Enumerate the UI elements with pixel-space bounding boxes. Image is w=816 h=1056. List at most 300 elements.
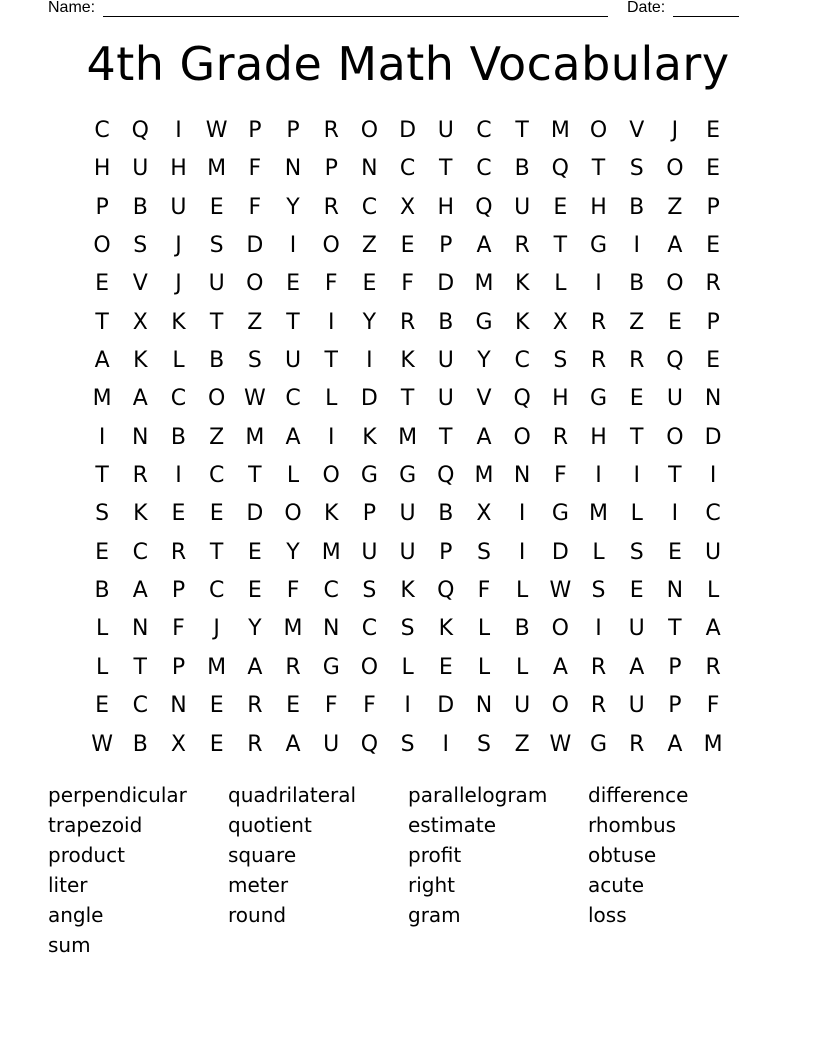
grid-letter[interactable]: R xyxy=(399,309,416,335)
grid-letter[interactable]: E xyxy=(209,693,224,719)
grid-letter[interactable]: Q xyxy=(551,156,569,182)
grid-letter[interactable]: E xyxy=(706,348,721,374)
grid-letter[interactable]: V xyxy=(132,271,148,297)
grid-letter[interactable]: I xyxy=(595,616,602,642)
grid-letter[interactable]: W xyxy=(243,386,266,412)
grid-letter[interactable]: H xyxy=(552,386,569,412)
grid-letter[interactable]: B xyxy=(629,271,645,297)
grid-letter[interactable]: S xyxy=(209,233,224,259)
grid-letter[interactable]: Q xyxy=(666,348,684,374)
grid-letter[interactable]: U xyxy=(399,501,416,527)
word-bank-item: gram xyxy=(408,903,461,927)
grid-letter[interactable]: G xyxy=(590,386,608,412)
grid-letter[interactable]: T xyxy=(209,309,224,335)
grid-letter[interactable]: U xyxy=(170,194,187,220)
grid-letter[interactable]: C xyxy=(476,118,492,143)
grid-letter[interactable]: I xyxy=(595,271,602,297)
grid-letter[interactable]: U xyxy=(666,386,683,412)
grid-letter[interactable]: I xyxy=(633,233,640,259)
grid-letter[interactable]: X xyxy=(400,194,416,220)
grid-letter[interactable]: Q xyxy=(437,578,455,604)
grid-letter[interactable]: U xyxy=(361,539,378,565)
grid-letter[interactable]: K xyxy=(133,348,148,374)
grid-letter[interactable]: F xyxy=(248,194,262,220)
grid-letter[interactable]: O xyxy=(284,501,302,527)
grid-letter[interactable]: N xyxy=(322,616,340,642)
grid-letter[interactable]: B xyxy=(438,309,454,335)
grid-letter[interactable]: U xyxy=(628,693,645,719)
grid-letter[interactable]: M xyxy=(703,731,723,757)
grid-letter[interactable]: C xyxy=(399,156,416,182)
grid-letter[interactable]: K xyxy=(400,348,415,374)
grid-letter[interactable]: Z xyxy=(247,309,263,335)
grid-letter[interactable]: M xyxy=(283,616,303,642)
grid-letter[interactable]: G xyxy=(399,463,417,489)
grid-letter[interactable]: A xyxy=(132,386,148,412)
grid-letter[interactable]: I xyxy=(595,463,602,489)
grid-letter[interactable]: P xyxy=(248,118,262,143)
grid-letter[interactable]: R xyxy=(132,463,148,489)
grid-letter[interactable]: D xyxy=(399,118,417,143)
grid-letter[interactable]: R xyxy=(285,654,301,680)
grid-letter[interactable]: C xyxy=(132,693,148,719)
grid-letter[interactable]: E xyxy=(706,118,721,143)
grid-letter[interactable]: S xyxy=(629,539,644,565)
grid-letter[interactable]: N xyxy=(170,693,187,719)
grid-letter[interactable]: M xyxy=(474,271,494,297)
grid-letter[interactable]: Z xyxy=(629,309,645,335)
grid-letter[interactable]: E xyxy=(286,271,300,297)
grid-letter[interactable]: F xyxy=(401,271,414,297)
grid-letter[interactable]: N xyxy=(475,693,493,719)
grid-letter[interactable]: U xyxy=(628,616,645,642)
grid-letter[interactable]: S xyxy=(133,233,148,259)
grid-letter[interactable]: A xyxy=(94,348,110,374)
grid-letter[interactable]: C xyxy=(361,616,378,642)
grid-letter[interactable]: F xyxy=(324,693,338,719)
grid-letter[interactable]: T xyxy=(668,616,682,642)
grid-letter[interactable]: P xyxy=(706,194,720,220)
grid-letter[interactable]: T xyxy=(591,156,606,182)
grid-letter[interactable]: G xyxy=(590,731,608,757)
grid-letter[interactable]: S xyxy=(400,616,415,642)
grid-letter[interactable]: M xyxy=(207,156,227,182)
grid-letter[interactable]: P xyxy=(706,309,720,335)
grid-row xyxy=(83,380,733,418)
grid-letter[interactable]: G xyxy=(360,463,378,489)
grid-letter[interactable]: E xyxy=(95,539,110,565)
grid-letter[interactable]: F xyxy=(363,693,376,719)
grid-letter[interactable]: K xyxy=(171,309,186,335)
grid-letter[interactable]: S xyxy=(95,501,110,527)
grid-letter[interactable]: G xyxy=(551,501,569,527)
grid-letter[interactable]: K xyxy=(362,424,377,450)
grid-letter[interactable]: T xyxy=(400,386,415,412)
grid-letter[interactable]: E xyxy=(400,233,415,259)
grid-letter[interactable]: B xyxy=(438,501,454,527)
grid-letter[interactable]: N xyxy=(284,156,302,182)
grid-letter[interactable]: T xyxy=(133,654,147,680)
grid-letter[interactable]: Z xyxy=(209,424,225,450)
grid-letter[interactable]: K xyxy=(438,616,453,642)
grid-letter[interactable]: C xyxy=(170,386,187,412)
grid-letter[interactable]: T xyxy=(248,463,262,489)
grid-letter[interactable]: E xyxy=(209,194,224,220)
grid-letter[interactable]: A xyxy=(476,233,492,259)
grid-letter[interactable]: D xyxy=(246,233,264,259)
grid-letter[interactable]: L xyxy=(592,539,605,565)
grid-letter[interactable]: E xyxy=(209,501,224,527)
grid-letter[interactable]: E xyxy=(95,271,110,297)
grid-letter[interactable]: R xyxy=(590,654,607,680)
grid-letter[interactable]: A xyxy=(476,424,492,450)
grid-letter[interactable]: U xyxy=(437,348,454,374)
grid-letter[interactable]: S xyxy=(247,348,262,374)
grid-letter[interactable]: K xyxy=(324,501,339,527)
grid-letter[interactable]: T xyxy=(439,156,453,182)
grid-letter[interactable]: Z xyxy=(514,731,530,757)
grid-letter[interactable]: P xyxy=(171,578,186,604)
grid-letter[interactable]: E xyxy=(553,194,568,220)
grid-letter[interactable]: I xyxy=(671,501,679,527)
grid-letter[interactable]: N xyxy=(361,156,378,182)
grid-letter[interactable]: C xyxy=(476,156,492,182)
grid-letter[interactable]: Q xyxy=(513,386,531,412)
grid-letter[interactable]: V xyxy=(629,118,645,143)
grid-letter[interactable]: P xyxy=(439,539,453,565)
grid-letter[interactable]: F xyxy=(477,578,491,604)
grid-letter[interactable]: O xyxy=(513,424,531,450)
word-bank-item: square xyxy=(228,843,297,867)
grid-letter[interactable]: R xyxy=(590,348,607,374)
grid-letter[interactable]: B xyxy=(132,194,148,220)
grid-letter[interactable]: Z xyxy=(361,233,377,259)
grid-letter[interactable]: E xyxy=(95,693,110,719)
grid-letter[interactable]: T xyxy=(553,233,568,259)
grid-letter[interactable]: E xyxy=(247,578,262,604)
grid-letter[interactable]: H xyxy=(590,194,607,220)
grid-letter[interactable]: O xyxy=(666,271,684,297)
grid-letter[interactable]: B xyxy=(170,424,187,450)
grid-letter[interactable]: E xyxy=(362,271,377,297)
grid-letter[interactable]: R xyxy=(323,118,339,143)
grid-letter[interactable]: N xyxy=(132,424,149,450)
grid-letter[interactable]: L xyxy=(554,271,567,297)
grid-letter[interactable]: D xyxy=(360,386,378,412)
grid-letter[interactable]: I xyxy=(327,424,335,450)
grid-letter[interactable]: U xyxy=(514,194,531,220)
grid-letter[interactable]: Q xyxy=(437,463,455,489)
grid-letter[interactable]: R xyxy=(247,731,263,757)
grid-letter[interactable]: W xyxy=(91,731,113,757)
grid-letter[interactable]: R xyxy=(705,271,721,297)
grid-letter[interactable]: U xyxy=(399,539,416,565)
grid-letter[interactable]: U xyxy=(323,731,340,757)
grid-letter[interactable]: U xyxy=(437,118,454,143)
grid-letter[interactable]: O xyxy=(93,233,111,259)
grid-letter[interactable]: M xyxy=(92,386,112,412)
grid-letter[interactable]: A xyxy=(552,654,568,680)
grid-letter[interactable]: X xyxy=(132,309,148,335)
grid-letter[interactable]: P xyxy=(439,233,453,259)
grid-letter[interactable]: J xyxy=(213,616,220,642)
grid-letter[interactable]: O xyxy=(589,118,608,143)
grid-letter[interactable]: Z xyxy=(667,194,683,220)
grid-letter[interactable]: G xyxy=(322,654,340,680)
grid-letter[interactable]: A xyxy=(285,731,301,757)
grid-letter[interactable]: T xyxy=(95,463,109,489)
grid-letter[interactable]: B xyxy=(94,578,110,604)
grid-letter[interactable]: T xyxy=(209,539,224,565)
grid-letter[interactable]: J xyxy=(175,233,182,259)
grid-letter[interactable]: C xyxy=(705,501,721,527)
grid-letter[interactable]: R xyxy=(514,233,530,259)
word-bank-item: quotient xyxy=(228,813,312,837)
grid-letter[interactable]: M xyxy=(550,118,570,143)
grid-letter[interactable]: O xyxy=(551,616,569,642)
grid-letter[interactable]: M xyxy=(398,424,418,450)
grid-letter[interactable]: T xyxy=(324,348,338,374)
grid-letter[interactable]: E xyxy=(438,654,453,680)
grid-letter[interactable]: L xyxy=(706,578,720,604)
word-bank-item: obtuse xyxy=(588,843,657,867)
date-blank-line[interactable] xyxy=(673,16,739,17)
grid-letter[interactable]: J xyxy=(175,271,182,297)
grid-letter[interactable]: V xyxy=(476,386,492,412)
grid-letter[interactable]: L xyxy=(95,654,109,680)
grid-letter[interactable]: A xyxy=(629,654,645,680)
grid-letter[interactable]: D xyxy=(246,501,264,527)
grid-letter[interactable]: N xyxy=(704,386,722,412)
grid-letter[interactable]: U xyxy=(514,693,531,719)
grid-letter[interactable]: R xyxy=(247,693,263,719)
grid-letter[interactable]: Q xyxy=(131,118,149,143)
grid-letter[interactable]: H xyxy=(437,194,455,220)
grid-letter[interactable]: C xyxy=(132,539,148,565)
grid-letter[interactable]: P xyxy=(286,118,300,143)
grid-letter[interactable]: S xyxy=(629,156,644,182)
grid-letter[interactable]: X xyxy=(476,501,492,527)
grid-letter[interactable]: L xyxy=(477,616,491,642)
grid-letter[interactable]: O xyxy=(666,424,684,450)
grid-letter[interactable]: B xyxy=(629,194,645,220)
grid-letter[interactable]: M xyxy=(321,539,341,565)
grid-letter[interactable]: E xyxy=(247,539,262,565)
grid-letter[interactable]: Y xyxy=(362,309,377,335)
grid-letter[interactable]: P xyxy=(362,501,377,527)
grid-letter[interactable]: E xyxy=(667,539,682,565)
grid-letter[interactable]: A xyxy=(705,616,721,642)
grid-letter[interactable]: K xyxy=(514,271,530,297)
grid-letter[interactable]: Q xyxy=(475,194,493,220)
grid-letter[interactable]: L xyxy=(95,616,109,642)
grid-letter[interactable]: W xyxy=(549,578,572,604)
grid-letter[interactable]: T xyxy=(668,463,682,489)
grid-letter[interactable]: T xyxy=(95,309,109,335)
name-blank-line[interactable] xyxy=(103,16,608,17)
grid-letter[interactable]: R xyxy=(590,693,607,719)
grid-letter[interactable]: A xyxy=(667,731,683,757)
grid-letter[interactable]: T xyxy=(629,424,644,450)
grid-letter[interactable]: I xyxy=(442,731,450,757)
grid-letter[interactable]: L xyxy=(286,463,300,489)
grid-letter[interactable]: O xyxy=(360,118,379,143)
grid-letter[interactable]: D xyxy=(704,424,722,450)
grid-letter[interactable]: L xyxy=(477,654,491,680)
grid-letter[interactable]: U xyxy=(705,539,722,565)
grid-letter[interactable]: Q xyxy=(360,731,379,757)
grid-letter[interactable]: O xyxy=(322,233,340,259)
grid-letter[interactable]: F xyxy=(706,693,720,719)
grid-letter[interactable]: E xyxy=(629,386,644,412)
grid-letter[interactable]: O xyxy=(322,463,340,489)
grid-letter[interactable]: D xyxy=(551,539,569,565)
grid-letter[interactable]: I xyxy=(175,463,182,489)
grid-letter[interactable]: M xyxy=(245,424,265,450)
grid-letter[interactable]: M xyxy=(474,463,494,489)
grid-letter[interactable]: I xyxy=(633,463,640,489)
grid-letter[interactable]: X xyxy=(552,309,568,335)
grid-letter[interactable]: S xyxy=(591,578,606,604)
grid-letter[interactable]: O xyxy=(207,386,226,412)
grid-letter[interactable]: Y xyxy=(286,194,300,220)
grid-letter[interactable]: C xyxy=(208,463,225,489)
grid-letter[interactable]: P xyxy=(171,654,186,680)
grid-letter[interactable]: S xyxy=(400,731,415,757)
grid-letter[interactable]: B xyxy=(514,156,530,182)
grid-letter[interactable]: P xyxy=(668,654,682,680)
grid-letter[interactable]: C xyxy=(514,348,530,374)
grid-letter[interactable]: I xyxy=(327,309,335,335)
grid-letter[interactable]: B xyxy=(132,731,148,757)
grid-letter[interactable]: I xyxy=(518,539,526,565)
grid-letter[interactable]: K xyxy=(514,309,530,335)
word-bank-item: liter xyxy=(48,873,88,897)
grid-letter[interactable]: F xyxy=(554,463,567,489)
grid-letter[interactable]: F xyxy=(324,271,338,297)
grid-letter[interactable]: R xyxy=(705,654,721,680)
grid-letter[interactable]: A xyxy=(247,654,263,680)
grid-letter[interactable]: X xyxy=(170,731,186,757)
grid-letter[interactable]: S xyxy=(476,539,491,565)
grid-letter[interactable]: M xyxy=(589,501,609,527)
grid-letter[interactable]: W xyxy=(549,731,572,757)
grid-letter[interactable]: O xyxy=(551,693,569,719)
grid-letter[interactable]: A xyxy=(285,424,301,450)
grid-letter[interactable]: L xyxy=(516,578,529,604)
grid-letter[interactable]: S xyxy=(476,731,491,757)
grid-letter[interactable]: L xyxy=(401,654,414,680)
grid-letter[interactable]: I xyxy=(404,693,411,719)
word-bank-item: rhombus xyxy=(588,813,677,837)
grid-letter[interactable]: D xyxy=(437,271,455,297)
grid-letter[interactable]: R xyxy=(170,539,187,565)
grid-letter[interactable]: C xyxy=(323,578,339,604)
grid-letter[interactable]: U xyxy=(132,156,149,182)
grid-letter[interactable]: Y xyxy=(477,348,491,374)
grid-letter[interactable]: E xyxy=(667,309,682,335)
grid-letter[interactable]: C xyxy=(285,386,301,412)
grid-letter[interactable]: S xyxy=(553,348,568,374)
grid-letter[interactable]: F xyxy=(172,616,185,642)
grid-letter[interactable]: T xyxy=(286,309,300,335)
grid-letter[interactable]: E xyxy=(706,233,721,259)
grid-letter[interactable]: I xyxy=(518,501,526,527)
grid-letter[interactable]: N xyxy=(132,616,149,642)
grid-letter[interactable]: J xyxy=(671,118,679,143)
grid-letter[interactable]: G xyxy=(475,309,493,335)
grid-letter[interactable]: I xyxy=(366,348,373,374)
grid-letter[interactable]: F xyxy=(286,578,300,604)
grid-letter[interactable]: R xyxy=(323,194,339,220)
grid-letter[interactable]: P xyxy=(668,693,682,719)
grid-letter[interactable]: B xyxy=(209,348,225,374)
grid-letter[interactable]: G xyxy=(590,233,608,259)
grid-letter[interactable]: K xyxy=(133,501,148,527)
grid-letter[interactable]: U xyxy=(208,271,225,297)
grid-letter[interactable]: S xyxy=(362,578,377,604)
grid-letter[interactable]: L xyxy=(516,654,529,680)
grid-letter[interactable]: E xyxy=(171,501,186,527)
grid-letter[interactable]: Y xyxy=(248,616,262,642)
grid-letter[interactable]: E xyxy=(286,693,300,719)
grid-letter[interactable]: B xyxy=(514,616,530,642)
grid-letter[interactable]: A xyxy=(132,578,148,604)
grid-letter[interactable]: N xyxy=(513,463,531,489)
grid-letter[interactable]: R xyxy=(590,309,607,335)
grid-letter[interactable]: R xyxy=(629,348,645,374)
grid-letter[interactable]: N xyxy=(666,578,684,604)
grid-letter[interactable]: U xyxy=(284,348,302,374)
grid-letter[interactable]: A xyxy=(667,233,683,259)
grid-letter[interactable]: H xyxy=(590,424,607,450)
grid-letter[interactable]: K xyxy=(400,578,415,604)
grid-letter[interactable]: O xyxy=(360,654,379,680)
grid-row xyxy=(83,419,733,457)
grid-letter[interactable]: E xyxy=(706,156,721,182)
grid-row xyxy=(83,227,733,265)
grid-letter[interactable]: H xyxy=(93,156,111,182)
grid-letter[interactable]: I xyxy=(709,463,717,489)
grid-letter[interactable]: O xyxy=(246,271,264,297)
grid-letter[interactable]: U xyxy=(437,386,454,412)
grid-letter[interactable]: M xyxy=(207,654,227,680)
grid-letter[interactable]: Y xyxy=(286,539,300,565)
grid-letter[interactable]: W xyxy=(205,118,228,143)
grid-letter[interactable]: T xyxy=(439,424,453,450)
grid-letter[interactable]: P xyxy=(95,194,109,220)
grid-letter[interactable]: L xyxy=(630,501,643,527)
grid-letter[interactable]: D xyxy=(437,693,455,719)
grid-letter[interactable]: H xyxy=(170,156,187,182)
grid-letter[interactable]: R xyxy=(629,731,645,757)
grid-letter[interactable]: C xyxy=(208,578,225,604)
grid-letter[interactable]: C xyxy=(361,194,378,220)
grid-letter[interactable]: I xyxy=(175,118,182,143)
grid-letter[interactable]: C xyxy=(94,118,110,143)
grid-letter[interactable]: O xyxy=(666,156,684,182)
grid-letter[interactable]: R xyxy=(552,424,568,450)
grid-letter[interactable]: I xyxy=(289,233,297,259)
grid-letter[interactable]: F xyxy=(248,156,262,182)
grid-letter[interactable]: T xyxy=(515,118,529,143)
grid-letter[interactable]: E xyxy=(209,731,224,757)
grid-letter[interactable]: E xyxy=(629,578,644,604)
grid-letter[interactable]: P xyxy=(324,156,338,182)
grid-letter[interactable]: I xyxy=(98,424,106,450)
grid-letter[interactable]: L xyxy=(325,386,338,412)
grid-letter[interactable]: L xyxy=(172,348,185,374)
